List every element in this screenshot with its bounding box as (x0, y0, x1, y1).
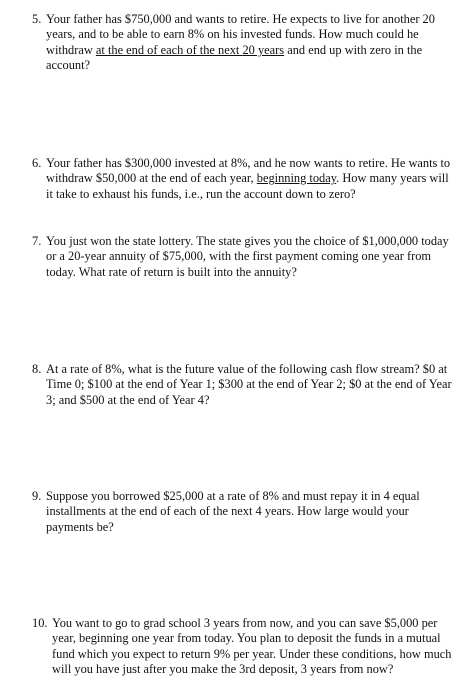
question-8 (32, 362, 452, 408)
question-number: 7. (32, 234, 42, 248)
question-number: 6. (32, 156, 42, 170)
question-text: At a rate of 8%, what is the future value of the following cash flow stream? $0 at Time 0; $100 at the end of Year 1; $300 at the end of Year 2; $0 at the end of Year 3; and $500 at the end of Year 4? (46, 362, 452, 407)
question-number: 9. (32, 489, 42, 503)
question-text: You want to go to grad school 3 years from now, and you can save $5,000 per year, beginning one year from today. You plan to deposit the funds in a mutual fund which you expect to return 9% per year. Under these conditions, how much will you have just after you make the 3rd deposit, 3 years from now? (52, 616, 452, 677)
question-number: 8. (32, 362, 42, 376)
question-5 (32, 12, 452, 74)
underlined-phrase: beginning today (256, 171, 337, 186)
question-text: Suppose you borrowed $25,000 at a rate of 8% and must repay it in 4 equal installments at the end of each of the next 4 years. How large would your payments be? (46, 489, 420, 534)
question-text: Your father has $300,000 invested at 8%, and he now wants to retire. He wants to withdraw $50,000 at the end of each year, beginning today. How many years will it take to exhaust his funds, i.e., run the account down to zero? (46, 156, 451, 201)
question-number: 5. (32, 12, 42, 26)
question-7 (32, 234, 452, 280)
question-text: You just won the state lottery. The state gives you the choice of $1,000,000 today or a 20-year annuity of $75,000, with the first payment coming one year from today. What rate of return is built into the annuity? (46, 234, 449, 279)
underlined-phrase: at the end of each of the next 20 years (95, 42, 285, 57)
question-6 (32, 156, 452, 202)
question-10 (32, 616, 452, 678)
question-9 (32, 489, 452, 535)
question-number: 10. (32, 616, 48, 630)
question-text: Your father has $750,000 and wants to retire. He expects to live for another 20 years, and to be able to earn 8% on his invested funds. How much could he withdraw at the end of each of the next 20 years and end up with zero in the account? (46, 12, 435, 73)
